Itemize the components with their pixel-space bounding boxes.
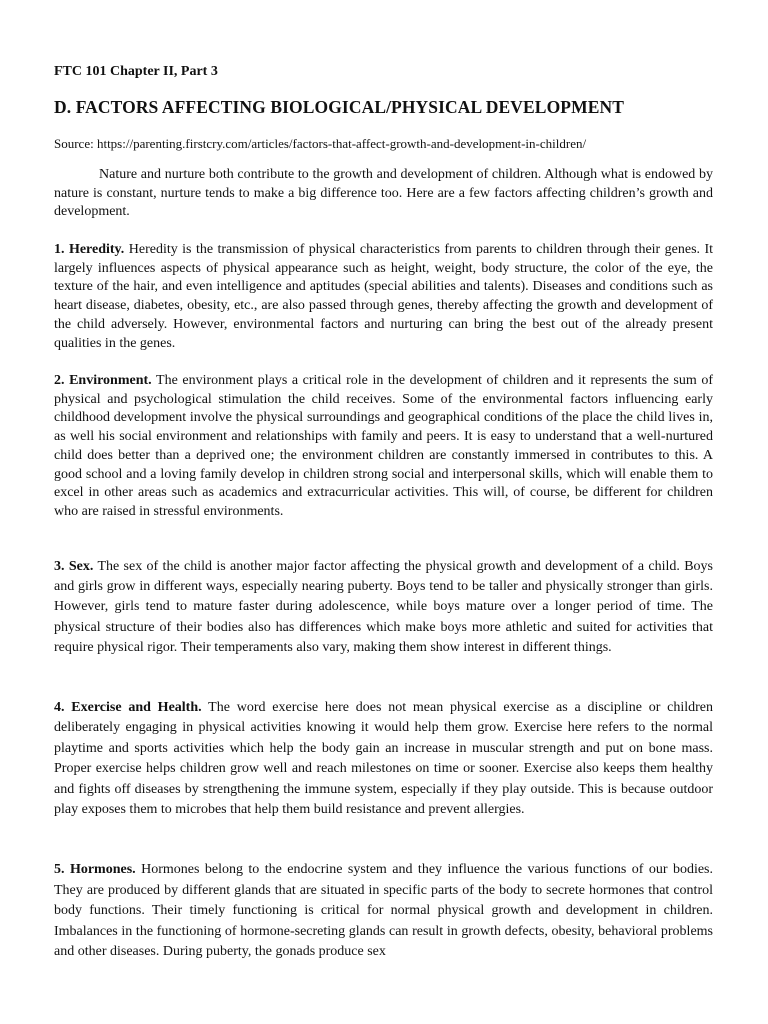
section-title: D. FACTORS AFFECTING BIOLOGICAL/PHYSICAL DEVELOPMENT xyxy=(54,97,624,117)
factor-term: 3. Sex. xyxy=(54,559,94,574)
course-heading: FTC 101 Chapter II, Part 3 xyxy=(54,64,218,79)
factor-hormones xyxy=(54,860,713,963)
factor-sex xyxy=(54,557,713,658)
factor-text: The word exercise here does not mean physical exercise as a discipline or children deliberately engaging in physical activities knowing it would help them grow. Exercise here refers to the normal playtime and sports activities which help the body gain an increase in muscular strength and put on bone mass. Proper exercise helps children grow well and reach milestones on time or sooner. Exercise also keeps them healthy and fights off diseases by strengthening the immune system, especially if they play outside. This is because outdoor play exposes them to microbes that help them build resistance and prevent allergies. xyxy=(54,700,713,818)
factor-environment xyxy=(54,372,713,522)
factor-term: 4. Exercise and Health. xyxy=(54,700,202,715)
factor-text: The sex of the child is another major factor affecting the physical growth and development of a child. Boys and girls grow in different ways, especially nearing puberty. Boys tend to be taller and physically stronger than girls. However, girls tend to mature faster during adolescence, while boys mature over a longer period of time. The physical structure of their bodies also has differences which make boys more athletic and suited for activities that require physical rigor. Their temperaments also vary, making them show interest in different things. xyxy=(54,559,713,655)
factor-term: 2. Environment. xyxy=(54,373,152,388)
factor-exercise-health xyxy=(54,698,713,820)
factor-text: Heredity is the transmission of physical characteristics from parents to children through their genes. It largely influences aspects of physical appearance such as height, weight, body structure, the color of the eye, the texture of the hair, and even intelligence and aptitudes (special abilities and talents). Diseases and conditions such as heart disease, diabetes, obesity, etc., are also passed through genes, thereby affecting the growth and development of the child adversely. However, environmental factors and nurturing can bring the best out of the already present qualities in the genes. xyxy=(54,242,714,351)
intro-paragraph: Nature and nurture both contribute to the growth and development of children. Although what is endowed by nature is constant, nurture tends to make a big difference too. Here are a few factors affecting children’s growth and development. xyxy=(54,167,713,220)
source-citation: Source: https://parenting.firstcry.com/articles/factors-that-affect-growth-and-development-in-children/ xyxy=(54,136,587,151)
factor-term: 5. Hormones. xyxy=(54,862,136,877)
factor-term: 1. Heredity. xyxy=(54,242,125,257)
factor-text: Hormones belong to the endocrine system and they influence the various functions of our bodies. They are produced by different glands that are situated in specific parts of the body to secrete hormones that control body functions. Their timely functioning is critical for normal physical growth and development in children. Imbalances in the functioning of hormone-secreting glands can result in growth defects, obesity, behavioral problems and other diseases. During puberty, the gonads produce sex xyxy=(54,862,714,960)
factor-heredity xyxy=(54,241,713,353)
factor-text: The environment plays a critical role in the development of children and it represents the sum of physical and psychological stimulation the child receives. Some of the environmental factors influencing early childhood development involve the physical surroundings and geographical conditions of the place the child lives in, as well his social environment and relationships with family and peers. It is easy to understand that a well-nurtured child does better than a deprived one; the environment children are constantly immersed in contributes to this. A good school and a loving family develop in children strong social and interpersonal skills, which will enable them to excel in other areas such as academics and extracurricular activities. This will, of course, be different for children who are raised in stressful environments. xyxy=(54,373,713,519)
